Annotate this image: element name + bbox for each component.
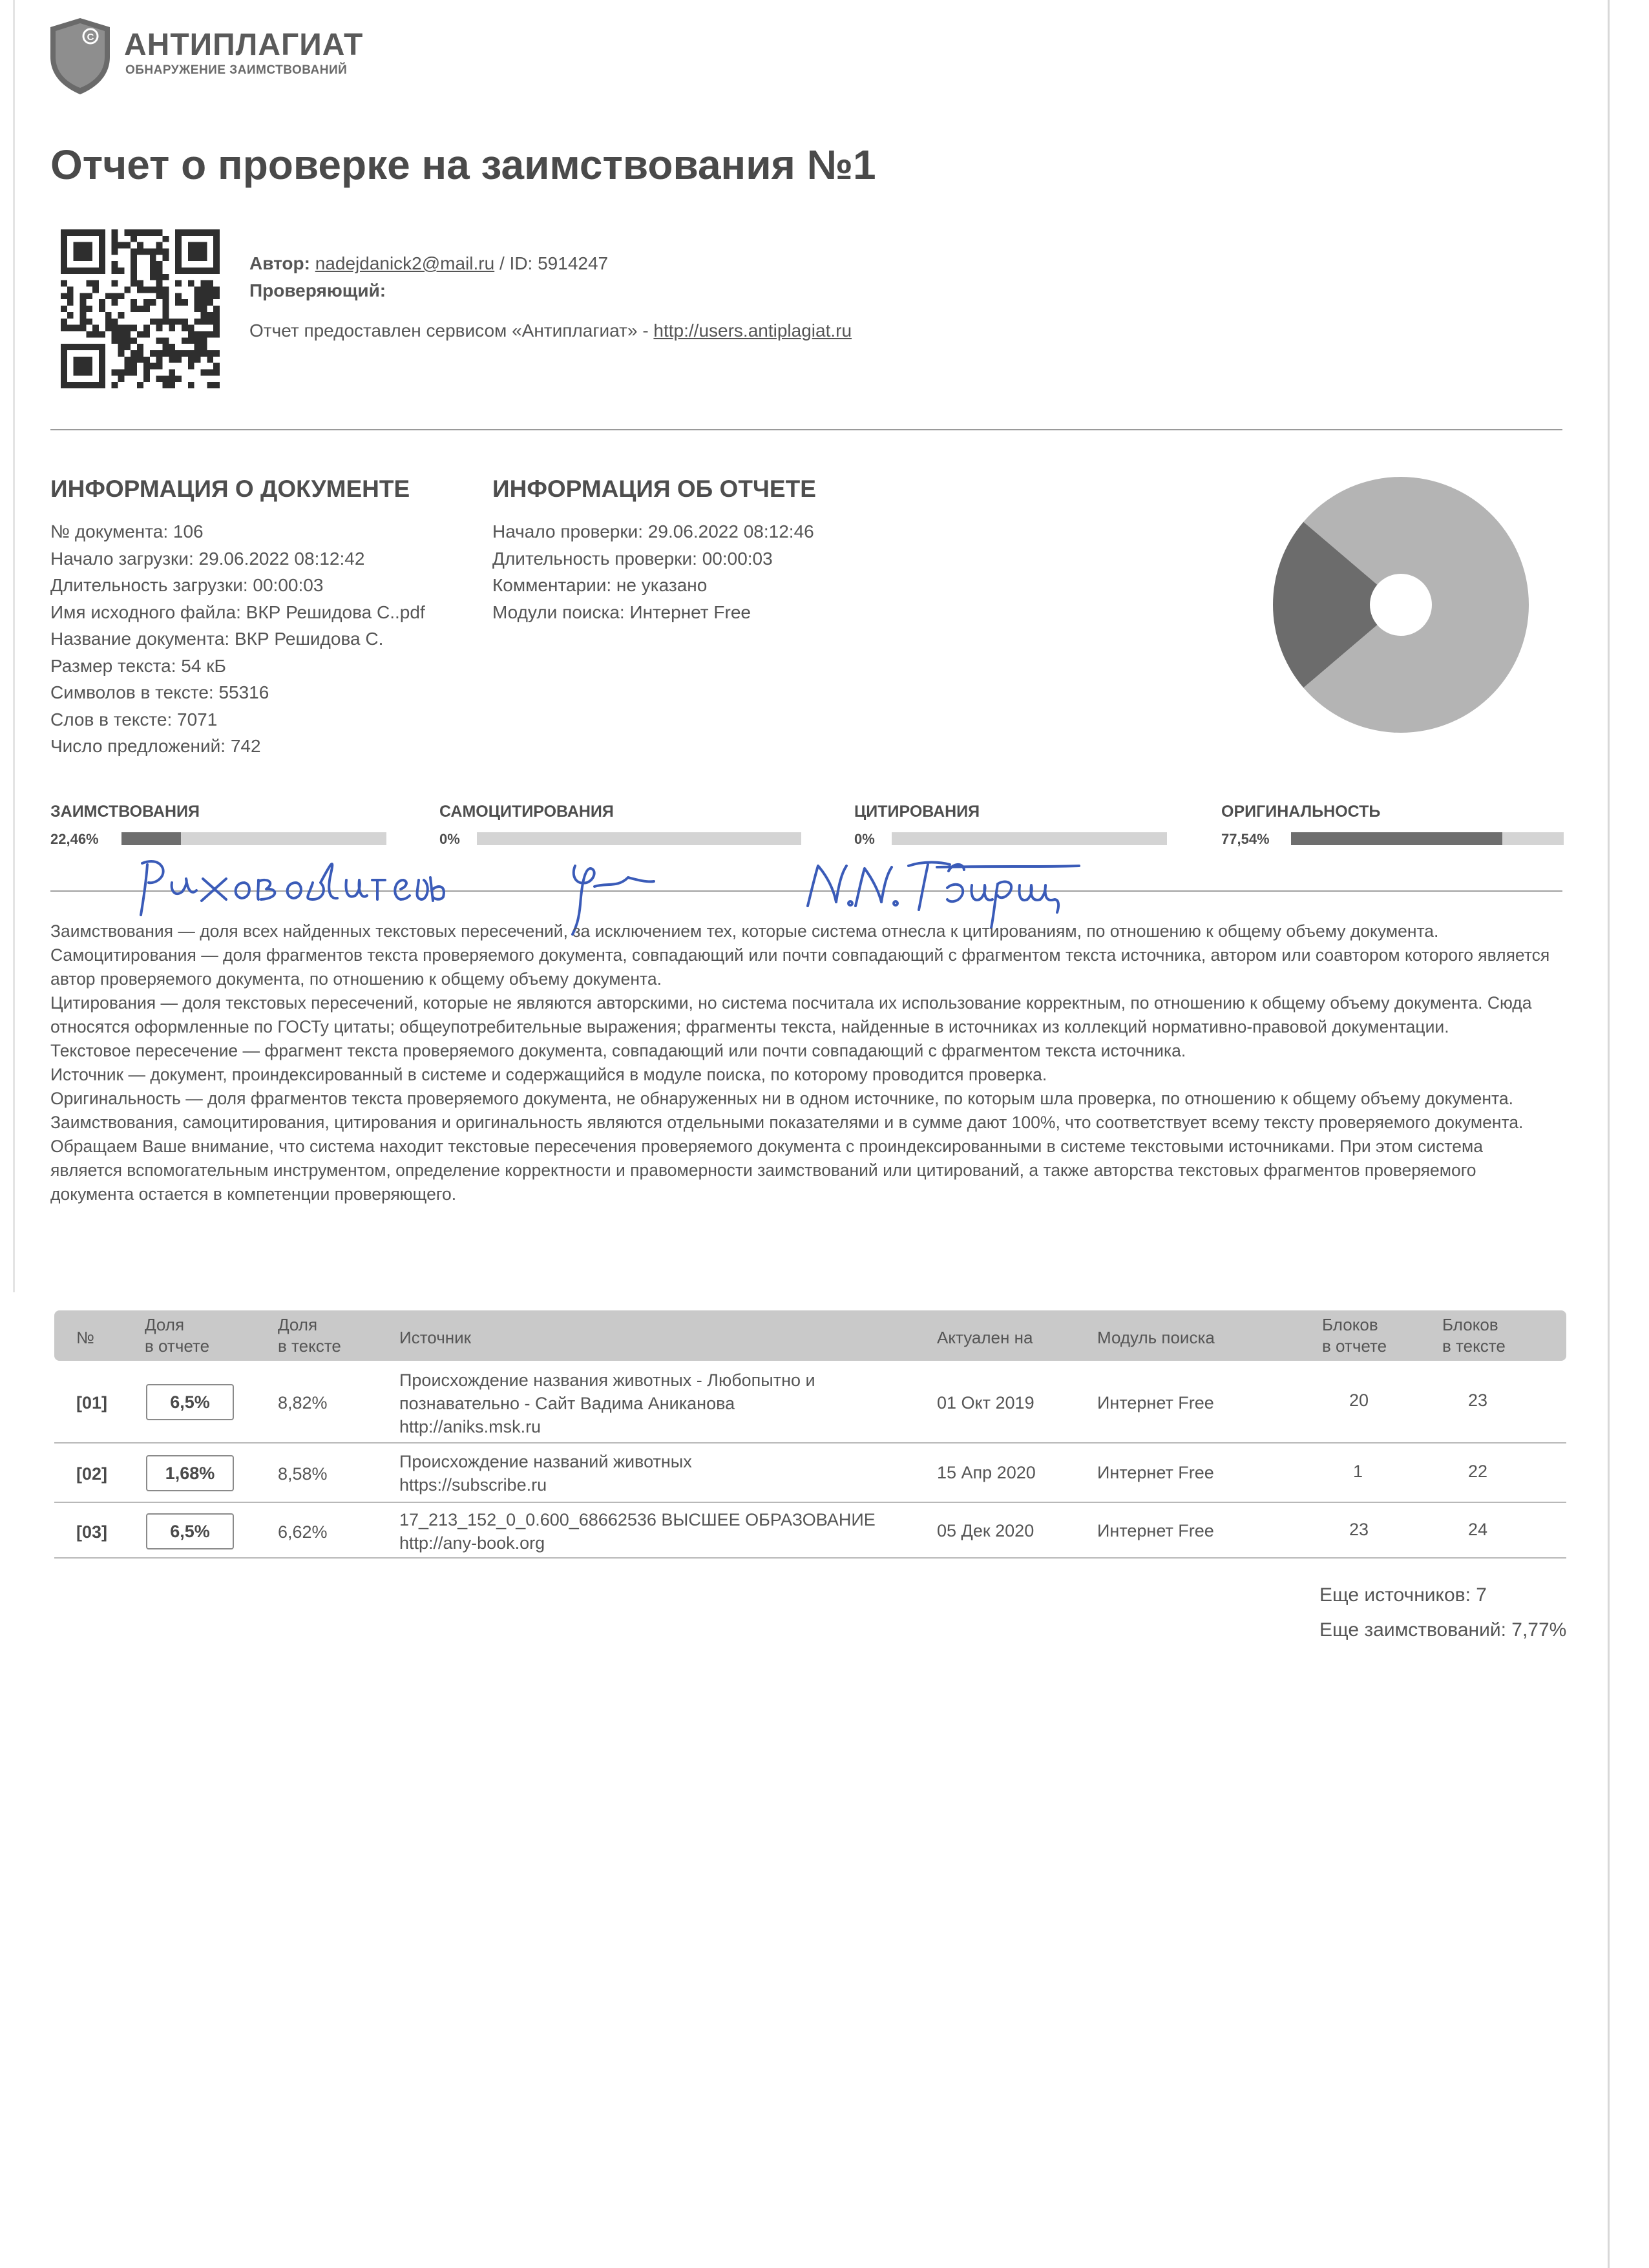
col-header-actual: Актуален на [937, 1328, 1033, 1347]
row-source-title[interactable]: Происхождение названия животных - Любопытно и [399, 1370, 815, 1390]
donut-hole [1370, 574, 1432, 636]
stat-self-citations-value: 0% [439, 831, 460, 847]
reviewer-label: Проверяющий: [249, 280, 386, 300]
definition-paragraph: Обращаем Ваше внимание, что система находит текстовые пересечения проверяемого документа с проиндексированными в системе текстовыми источниками. При этом система является вспомогательным инструментом, определение корректности и правомерности заимствований или цитирований, а также авторства текстовых фрагментов проверяемого документа остается в компетенции проверяющего. [50, 1137, 1483, 1204]
col-header-blocks-report-line: Блоков [1322, 1315, 1378, 1334]
more-sources[interactable] [1319, 1584, 1487, 1606]
row-divider [54, 1557, 1566, 1559]
service-link[interactable]: http://users.antiplagiat.ru [653, 320, 852, 341]
author-email-link[interactable]: nadejdanick2@mail.ru [315, 253, 495, 273]
row-share-report[interactable]: 1,68% [146, 1455, 234, 1491]
row-date: 05 Дек 2020 [937, 1521, 1035, 1540]
row-num[interactable]: [01] [76, 1393, 108, 1412]
row-share-report[interactable]: 6,5% [146, 1384, 234, 1420]
author-label: Автор: [249, 253, 310, 273]
stat-originality-value: 77,54% [1221, 831, 1270, 847]
row-module: Интернет Free [1097, 1393, 1214, 1412]
row-source [399, 1369, 815, 1438]
col-header-share-report-line: Доля [145, 1315, 185, 1334]
more-sources-label: Еще источников: [1319, 1584, 1471, 1606]
col-header-blocks-text [1442, 1314, 1506, 1357]
author-id: / ID: 5914247 [499, 253, 609, 273]
col-header-blocks-report [1322, 1314, 1387, 1357]
doc-info-list [50, 518, 425, 760]
row-source-title[interactable]: 17_213_152_0_0.600_68662536 ВЫСШЕЕ ОБРАЗОВАНИЕ [399, 1510, 876, 1529]
col-header-num: № [76, 1328, 94, 1347]
logo-shield-icon [48, 17, 112, 96]
definition-paragraph: Цитирования — доля текстовых пересечений, которые не являются авторскими, но система посчитала их использование корректным, по отношению к общему объему документа. Сюда относятся оформленные по ГОСТу цитаты; общеупотребительные выражения; фрагменты текста, найденные в источниках из коллекций нормативно-правовой документации. [50, 993, 1532, 1036]
row-source [399, 1450, 692, 1496]
row-blocks-text: 23 [1468, 1391, 1488, 1410]
col-header-share-text [278, 1314, 341, 1357]
col-header-share-report [145, 1314, 209, 1357]
row-divider [54, 1502, 1566, 1503]
stat-originality-label: ОРИГИНАЛЬНОСТЬ [1221, 803, 1381, 821]
doc-info-line: Имя исходного файла: ВКР Решидова С..pdf [50, 602, 425, 622]
stat-self-citations-label: САМОЦИТИРОВАНИЯ [439, 803, 614, 821]
report-title: Отчет о проверке на заимствования №1 [50, 142, 876, 188]
row-num[interactable]: [02] [76, 1464, 108, 1484]
row-module: Интернет Free [1097, 1521, 1214, 1540]
stat-citations-label: ЦИТИРОВАНИЯ [854, 803, 980, 821]
col-header-blocks-text-line: в тексте [1442, 1336, 1506, 1356]
row-blocks-report: 1 [1353, 1462, 1363, 1481]
doc-info-line: № документа: 106 [50, 521, 204, 541]
report-info-line: Длительность проверки: 00:00:03 [492, 548, 773, 569]
definition-paragraph: Текстовое пересечение — фрагмент текста проверяемого документа, совпадающий или почти совпадающий с фрагментом текста источника. [50, 1041, 1186, 1060]
col-header-share-text-line: Доля [278, 1315, 318, 1334]
col-header-blocks-report-line: в отчете [1322, 1336, 1387, 1356]
row-share-report[interactable]: 6,5% [146, 1513, 234, 1549]
service-text: Отчет предоставлен сервисом «Антиплагиат» - [249, 320, 649, 341]
row-num[interactable]: [03] [76, 1522, 108, 1542]
scan-edge-left [13, 0, 15, 1292]
row-blocks-text: 22 [1468, 1462, 1488, 1481]
more-borrowings-label: Еще заимствований: [1319, 1619, 1506, 1641]
definition-paragraph: Самоцитирования — доля фрагментов текста проверяемого документа, совпадающий или почти совпадающий с фрагментом текста источника, автором или соавтором которого является автор проверяемого документа, по отношению к общему объему документа. [50, 945, 1550, 989]
row-source-url[interactable]: http://any-book.org [399, 1533, 545, 1553]
definition-paragraph: Источник — документ, проиндексированный в системе и содержащийся в модуле поиска, по которому проводится проверка. [50, 1065, 1047, 1084]
doc-info-line: Название документа: ВКР Решидова С. [50, 629, 384, 649]
col-header-blocks-text-line: Блоков [1442, 1315, 1498, 1334]
stat-borrowings-value: 22,46% [50, 831, 99, 847]
stat-originality-bar [1291, 832, 1564, 845]
service-line [249, 320, 852, 341]
report-info-title: ИНФОРМАЦИЯ ОБ ОТЧЕТЕ [492, 476, 816, 502]
report-info-line: Начало проверки: 29.06.2022 08:12:46 [492, 521, 814, 541]
logo-title: АНТИПЛАГИАТ [124, 28, 364, 62]
reviewer-line [249, 280, 386, 301]
row-blocks-report: 23 [1349, 1520, 1369, 1539]
more-sources-value: 7 [1476, 1584, 1487, 1606]
row-share-text: 6,62% [278, 1522, 328, 1542]
definitions-block [50, 919, 1556, 1206]
stat-citations-value: 0% [854, 831, 875, 847]
col-header-source: Источник [399, 1328, 471, 1347]
col-header-module: Модуль поиска [1097, 1328, 1215, 1347]
stat-originality-bar-fill [1291, 832, 1502, 845]
row-divider [54, 1442, 1566, 1444]
logo-subtitle: ОБНАРУЖЕНИЕ ЗАИМСТВОВАНИЙ [125, 63, 348, 77]
col-header-share-report-line: в отчете [145, 1336, 210, 1356]
report-info-line: Комментарии: не указано [492, 575, 708, 595]
more-borrowings-value: 7,77% [1511, 1619, 1567, 1641]
row-blocks-report: 20 [1349, 1391, 1369, 1410]
doc-info-line: Размер текста: 54 кБ [50, 655, 226, 676]
row-share-text: 8,82% [278, 1393, 328, 1412]
doc-info-line: Слов в тексте: 7071 [50, 709, 218, 730]
author-line [249, 253, 608, 274]
definition-paragraph: Заимствования — доля всех найденных текстовых пересечений, за исключением тех, которые система отнесла к цитированиям, по отношению к общему объему документа. [50, 921, 1439, 941]
row-date: 01 Окт 2019 [937, 1393, 1035, 1412]
stat-borrowings-label: ЗАИМСТВОВАНИЯ [50, 803, 200, 821]
row-blocks-text: 24 [1468, 1520, 1488, 1539]
row-share-text: 8,58% [278, 1464, 328, 1484]
report-info-list [492, 518, 814, 625]
row-module: Интернет Free [1097, 1463, 1214, 1482]
row-date: 15 Апр 2020 [937, 1463, 1036, 1482]
divider [50, 429, 1562, 430]
definition-paragraph: Заимствования, самоцитирования, цитирования и оригинальность являются отдельными показателями и в сумме дают 100%, что соответствует всему тексту проверяемого документа. [50, 1113, 1524, 1132]
definition-paragraph: Оригинальность — доля фрагментов текста проверяемого документа, не обнаруженных ни в одном источнике, по которым шла проверка, по отношению к общему объему документа. [50, 1089, 1513, 1108]
scan-edge-right [1608, 0, 1610, 2268]
originality-donut-chart [1272, 476, 1530, 734]
doc-info-title: ИНФОРМАЦИЯ О ДОКУМЕНТЕ [50, 476, 410, 502]
doc-info-line: Символов в тексте: 55316 [50, 682, 269, 702]
doc-info-line: Длительность загрузки: 00:00:03 [50, 575, 324, 595]
report-info-line: Модули поиска: Интернет Free [492, 602, 751, 622]
doc-info-line: Начало загрузки: 29.06.2022 08:12:42 [50, 548, 365, 569]
qr-code-icon [61, 229, 220, 388]
row-source-url[interactable]: http://aniks.msk.ru [399, 1417, 541, 1436]
col-header-share-text-line: в тексте [278, 1336, 341, 1356]
row-source-url[interactable]: https://subscribe.ru [399, 1475, 547, 1495]
row-source-title[interactable]: познавательно - Сайт Вадима Аниканова [399, 1394, 735, 1413]
more-borrowings[interactable] [1319, 1619, 1566, 1641]
svg-text:C: C [87, 32, 94, 43]
row-source-title[interactable]: Происхождение названий животных [399, 1452, 692, 1471]
row-source [399, 1508, 876, 1555]
doc-info-line: Число предложений: 742 [50, 736, 261, 756]
